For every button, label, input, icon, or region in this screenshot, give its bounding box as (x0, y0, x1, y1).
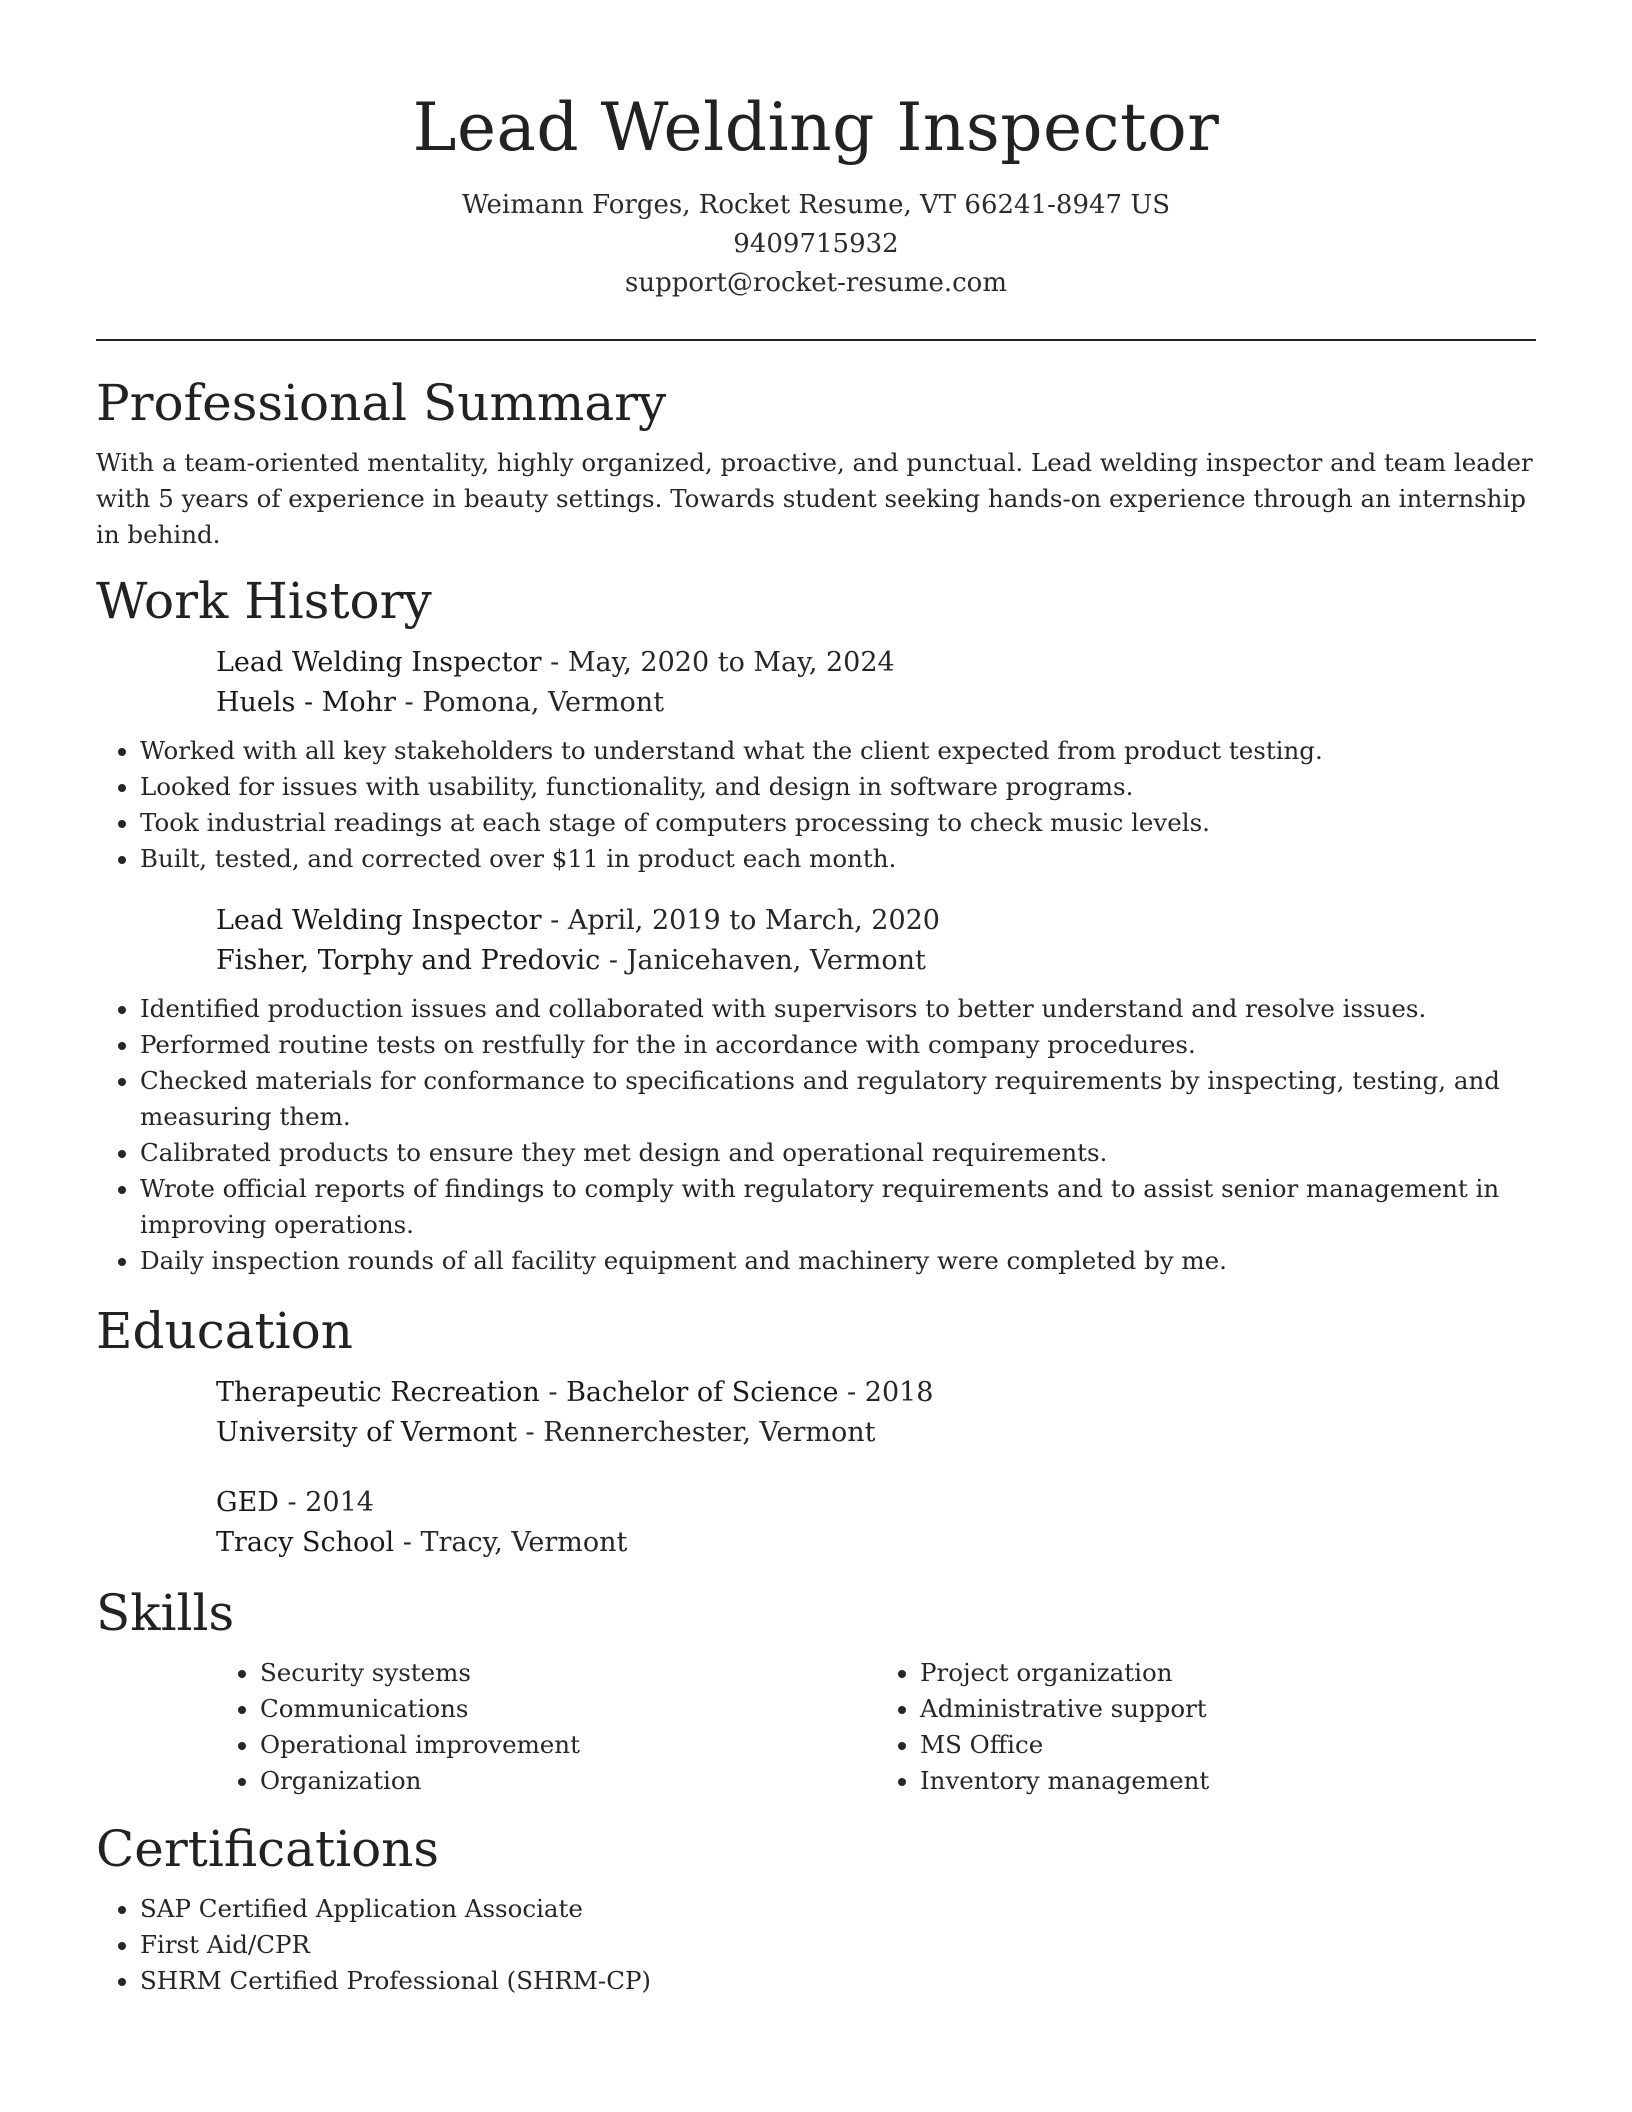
education-school-line (216, 1523, 1536, 1563)
education-separator: - (402, 1527, 421, 1558)
contact-block (96, 186, 1536, 303)
job-location: Janicehaven, Vermont (626, 945, 926, 976)
education-degree: Bachelor of Science (566, 1377, 839, 1408)
education-school-line (216, 1413, 1536, 1453)
education-separator: - (287, 1487, 306, 1518)
skill-item: • Operational improvement (260, 1727, 876, 1763)
education-separator: - (847, 1377, 865, 1408)
job-bullets (96, 991, 1536, 1279)
resume-header (96, 0, 1536, 303)
job-bullet: • Wrote official reports of findings to comply with regulatory requirements and to assist senior management in improving operations. (140, 1171, 1536, 1243)
education-separator: - (525, 1417, 544, 1448)
summary-title: Professional Summary (96, 374, 667, 432)
job-bullet: • Identified production issues and collaborated with supervisors to better understand and resolve issues. (140, 991, 1536, 1027)
education-entry (216, 1483, 1536, 1563)
education-school: Tracy School (216, 1527, 395, 1558)
job-entry (216, 643, 1536, 723)
job-bullet: • Daily inspection rounds of all facility equipment and machinery were completed by me. (140, 1243, 1536, 1279)
education-year: 2014 (305, 1487, 374, 1518)
certifications-list (96, 1891, 1536, 1999)
job-separator: - (550, 905, 568, 936)
job-dates: May, 2020 to May, 2024 (567, 647, 895, 678)
job-separator: - (550, 647, 568, 678)
education-heading (216, 1373, 1536, 1413)
job-bullet: • Worked with all key stakeholders to understand what the client expected from product testing. (140, 733, 1536, 769)
job-bullets (96, 733, 1536, 877)
education-field: Therapeutic Recreation (216, 1377, 540, 1408)
contact-phone: 9409715932 (733, 229, 899, 259)
skills-section (96, 1583, 1536, 1799)
job-bullet: • Checked materials for conformance to specifications and regulatory requirements by inspecting, testing, and measuring them. (140, 1063, 1536, 1135)
job-entry (216, 901, 1536, 981)
work-section (96, 571, 1536, 1279)
skills-list-left (216, 1655, 876, 1799)
education-school: University of Vermont (216, 1417, 517, 1448)
education-separator: - (548, 1377, 567, 1408)
job-company-line (216, 941, 1536, 981)
work-title: Work History (96, 572, 432, 630)
education-section (96, 1301, 1536, 1563)
job-separator: - (404, 687, 423, 718)
certifications-section (96, 1819, 1536, 1999)
education-heading (216, 1483, 1536, 1523)
skill-item: • Organization (260, 1763, 876, 1799)
job-company: Fisher, Torphy and Predovic (216, 945, 601, 976)
job-position: Lead Welding Inspector (216, 647, 542, 678)
education-location: Tracy, Vermont (420, 1527, 628, 1558)
job-bullet: • Calibrated products to ensure they met design and operational requirements. (140, 1135, 1536, 1171)
job-heading (216, 901, 1536, 941)
education-entry (216, 1373, 1536, 1453)
job-position: Lead Welding Inspector (216, 905, 542, 936)
certification-item: • First Aid/CPR (140, 1927, 1536, 1963)
job-bullet: • Looked for issues with usability, functionality, and design in software programs. (140, 769, 1536, 805)
education-field: GED (216, 1487, 279, 1518)
skills-title: Skills (96, 1584, 235, 1642)
job-location: Pomona, Vermont (422, 687, 665, 718)
skills-grid (216, 1643, 1536, 1799)
skill-item: • Project organization (920, 1655, 1536, 1691)
header-divider (96, 339, 1536, 341)
contact-email: support@rocket-resume.com (624, 268, 1007, 298)
job-separator: - (608, 945, 627, 976)
skill-item: • Administrative support (920, 1691, 1536, 1727)
certification-item: • SHRM Certified Professional (SHRM-CP) (140, 1963, 1536, 1999)
job-bullet: • Performed routine tests on restfully for the in accordance with company procedures. (140, 1027, 1536, 1063)
summary-section (96, 373, 1536, 553)
job-bullet: • Built, tested, and corrected over $11 in product each month. (140, 841, 1536, 877)
skill-item: • Security systems (260, 1655, 876, 1691)
certifications-title: Certifications (96, 1820, 440, 1878)
skills-list-right (876, 1655, 1536, 1799)
job-company: Huels - Mohr (216, 687, 396, 718)
skill-item: • MS Office (920, 1727, 1536, 1763)
job-bullet: • Took industrial readings at each stage of computers processing to check music levels. (140, 805, 1536, 841)
candidate-name: Lead Welding Inspector (412, 89, 1220, 166)
job-heading (216, 643, 1536, 683)
contact-address: Weimann Forges, Rocket Resume, VT 66241-8947 US (461, 190, 1171, 220)
job-dates: April, 2019 to March, 2020 (567, 905, 940, 936)
skill-item: • Communications (260, 1691, 876, 1727)
education-title: Education (96, 1302, 353, 1360)
education-year: 2018 (864, 1377, 934, 1408)
resume-page (96, 0, 1536, 1999)
certification-item: • SAP Certified Application Associate (140, 1891, 1536, 1927)
education-location: Rennerchester, Vermont (543, 1417, 876, 1448)
summary-text: With a team-oriented mentality, highly organized, proactive, and punctual. Lead welding inspector and team leader with 5 years of experience in beauty settings. Towards student seeking hands-on experience through an internship in behind. (96, 448, 1533, 549)
job-company-line (216, 683, 1536, 723)
skill-item: • Inventory management (920, 1763, 1536, 1799)
